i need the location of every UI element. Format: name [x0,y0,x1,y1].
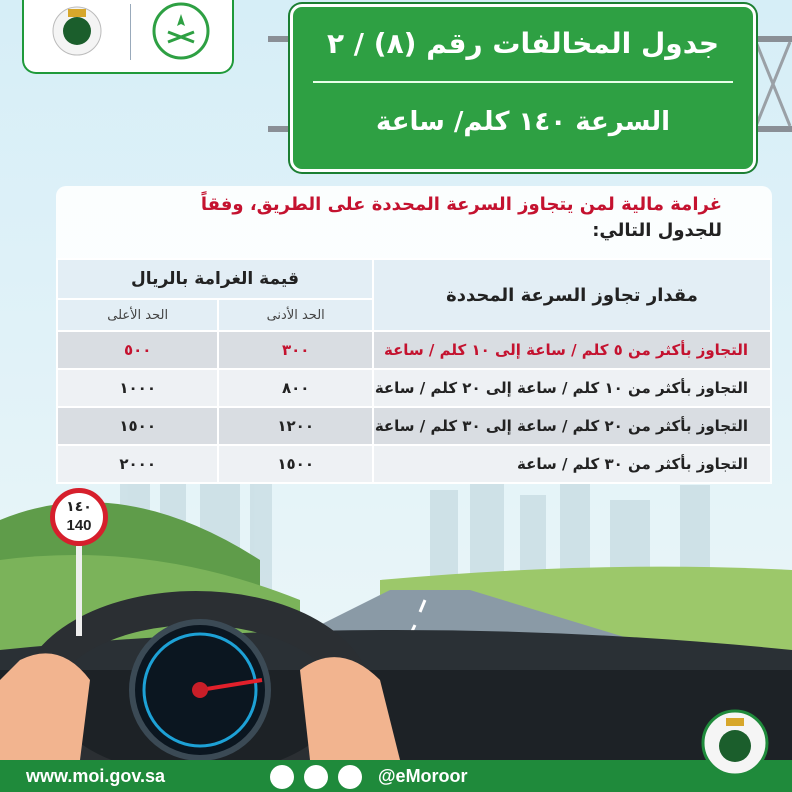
intro-line-2: للجدول التالي: [592,220,722,241]
speed-limit-arabic: ١٤٠ [66,499,92,515]
logos-panel [22,0,234,74]
intro-line-1: غرامة مالية لمن يتجاوز السرعة المحددة على الطريق، وفقاً [200,194,722,215]
speed-range: التجاوز بأكثر من ١٠ كلم / ساعة إلى ٢٠ كلم / ساعة [373,369,771,407]
max-fine: ١٠٠٠ [57,369,218,407]
header-fine-amount: قيمة الغرامة بالريال [57,259,373,299]
ministry-emblem-icon [152,2,210,60]
min-fine: ١٢٠٠ [218,407,373,445]
max-fine: ١٥٠٠ [57,407,218,445]
table-row [57,331,771,369]
youtube-icon[interactable] [338,765,362,789]
sign-divider [313,81,733,83]
speed-range: التجاوز بأكثر من ٢٠ كلم / ساعة إلى ٣٠ كلم / ساعة [373,407,771,445]
footer-bar [0,760,792,792]
header-max: الحد الأعلى [57,299,218,331]
road-sign-panel [290,4,756,172]
table-row [57,445,771,483]
header-min: الحد الأدنى [218,299,373,331]
speed-limit-sign [50,488,108,546]
min-fine: ١٥٠٠ [218,445,373,483]
table-row [57,407,771,445]
sign-speed-limit: السرعة ١٤٠ كلم/ ساعة [375,107,671,137]
twitter-icon[interactable] [270,765,294,789]
min-fine: ٣٠٠ [218,331,373,369]
fines-table [56,258,772,484]
min-fine: ٨٠٠ [218,369,373,407]
sign-pole [76,546,82,636]
table-row [57,369,771,407]
website-link[interactable]: www.moi.gov.sa [26,766,166,786]
social-handle-link[interactable]: @eMoroor [378,766,468,786]
facebook-icon[interactable] [304,765,328,789]
traffic-police-emblem-icon [48,4,106,58]
speed-range: التجاوز بأكثر من ٥ كلم / ساعة إلى ١٠ كلم / ساعة [373,331,771,369]
sign-title: جدول المخالفات رقم (٨) / ٢ [326,27,720,60]
header-speed-excess: مقدار تجاوز السرعة المحددة [373,259,771,331]
speed-range: التجاوز بأكثر من ٣٠ كلم / ساعة [373,445,771,483]
intro-text [82,192,722,244]
max-fine: ٢٠٠٠ [57,445,218,483]
max-fine: ٥٠٠ [57,331,218,369]
logo-divider [130,4,131,60]
speed-limit-latin: 140 [66,517,92,534]
traffic-dept-badge-icon [700,708,770,778]
fines-card [56,186,772,482]
